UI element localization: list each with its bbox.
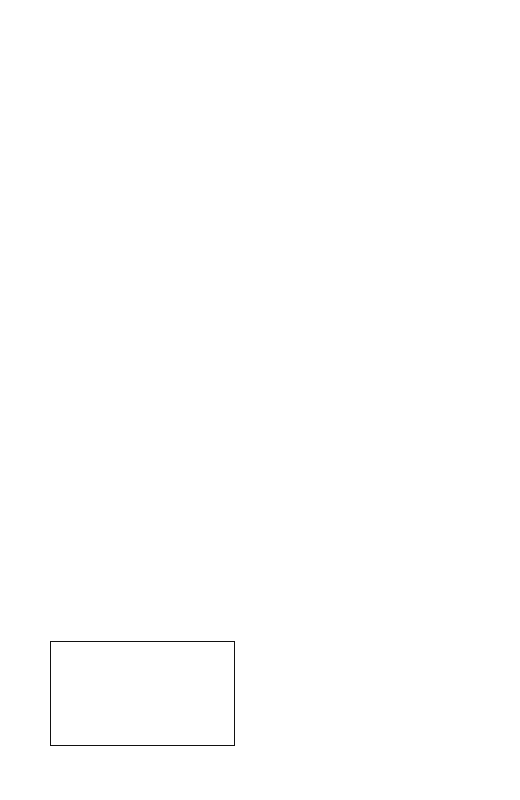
top-hexagon-artwork [0,0,520,150]
barcode-bars [57,649,227,727]
isbn-barcode [50,641,235,746]
back-cover-text [48,161,464,172]
